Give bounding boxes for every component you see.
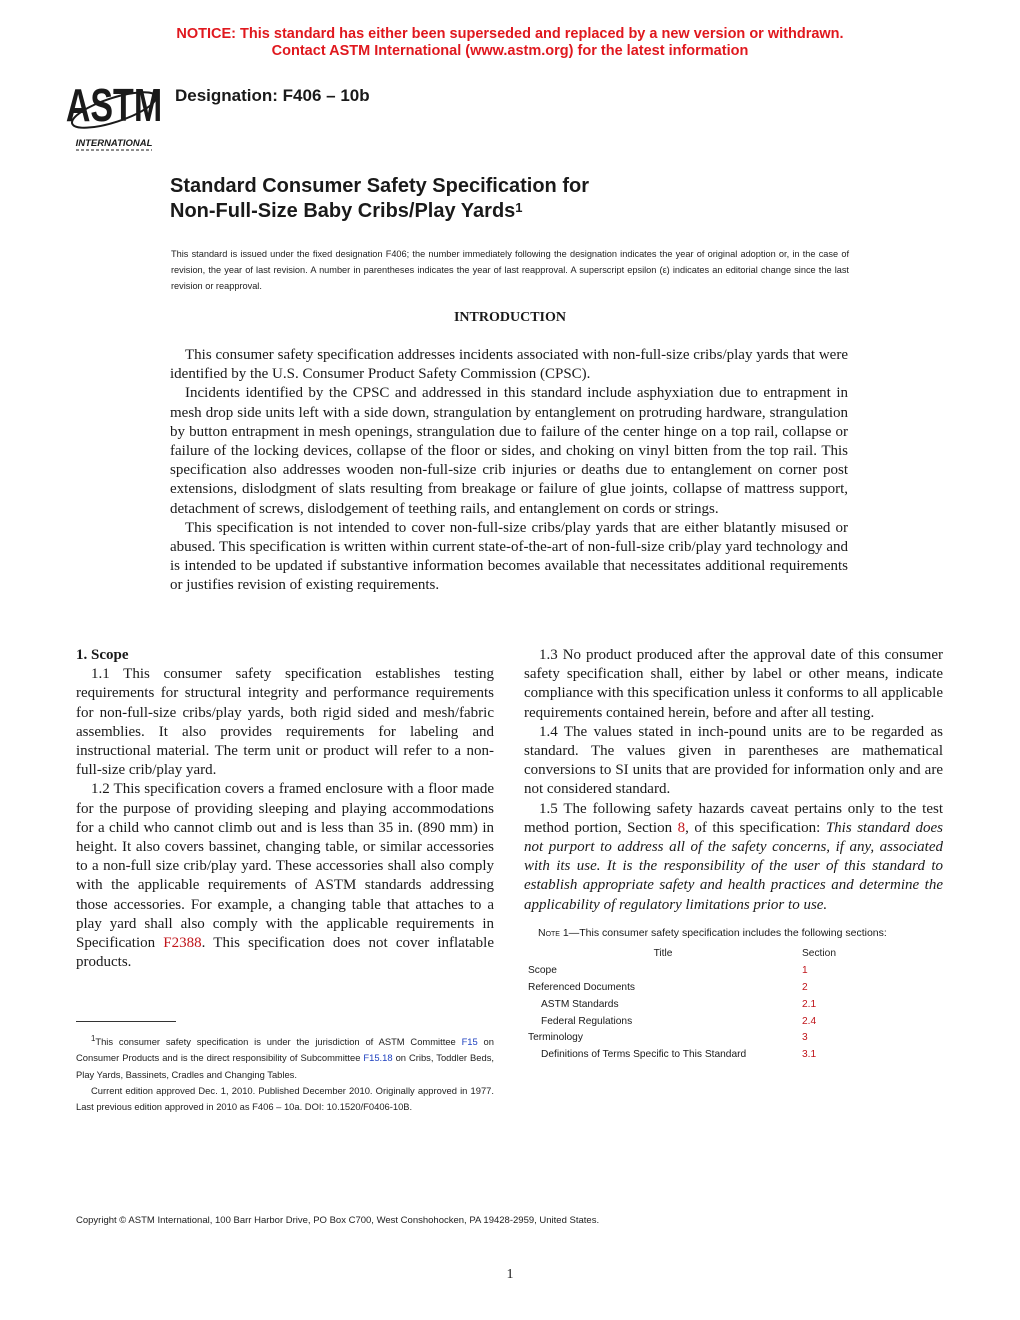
logo-letters: ASTM (65, 79, 163, 132)
row-title: Definitions of Terms Specific to This Standard (541, 1049, 747, 1061)
table-row (524, 1030, 943, 1047)
f15-18-link[interactable]: F15.18 (363, 1052, 393, 1064)
right-column (524, 646, 943, 1064)
header-title: Title (653, 948, 673, 960)
superseded-notice (0, 26, 1020, 60)
notice-line-1: NOTICE: This standard has either been superseded and replaced by a new version or withdrawn. (176, 26, 844, 42)
page-number: 1 (506, 1267, 514, 1282)
title-footnote-mark: 1 (515, 200, 523, 215)
introduction-body (170, 346, 848, 596)
row-title: Federal Regulations (541, 1015, 633, 1027)
sections-table (524, 946, 943, 1064)
section-1-2: 1.2 This specification covers a framed enclosure with a floor made for the purpose of providing sleeping and playing accommodations for a child who cannot climb out and is less than 35 in. (890 mm) in height. It also covers bassinet, changing table, or similar accessories to a non-full size crib/play yard. These accessories shall also comply with the applicable requirements of ASTM standards addressing those accessories. For example, a changing table that attaches to a play yard shall also comply with the applicable requirements in Specification F2388. This specification does not cover inflatable products. (76, 781, 494, 971)
intro-paragraph: This specification is not intended to cover non-full-size cribs/play yards that are either blatantly misused or abused. This specification is written within current state-of-the-art of non-full-size crib/play yard technology and is intended to be updated if substantive information becomes available that necessitates additional requirements or justifies revision of existing requirements. (170, 519, 848, 594)
footnote-edition: Current edition approved Dec. 1, 2010. Published December 2010. Originally approved in 1977. Last previous edition approved in 2010 as F406 – 10a. DOI: 10.1520/F0406-10B. (76, 1085, 494, 1113)
footnote (76, 1031, 494, 1116)
row-section-link[interactable]: 2.4 (802, 1015, 817, 1027)
table-row (524, 997, 943, 1014)
scope-heading: 1. Scope (76, 647, 129, 663)
table-row (524, 1047, 943, 1064)
section-8-link[interactable]: 8 (677, 819, 686, 836)
safety-caveat: This standard does not purport to address all of the safety concerns, if any, associated with its use. It is the responsibility of the user of this standard to establish appropriate safety and health practices and determine the applicability of regulatory limitations prior to use. (524, 819, 943, 913)
row-title: Terminology (528, 1032, 583, 1044)
document-title (170, 174, 589, 224)
section-1-3: 1.3 No product produced after the approval date of this consumer safety specification shall, either by label or other means, indicate compliance with this specification unless it conforms to all applicable requirements contained herein, before and after all testing. (524, 647, 943, 721)
row-section-link[interactable]: 2.1 (802, 998, 817, 1010)
note-label: Note 1 (538, 926, 569, 939)
section-1-5: 1.5 The following safety hazards caveat pertains only to the test method portion, Section 8, of this specification: This standard does not purport to address all of the safety concerns, if any, associated with its use. It is the responsibility of the user of this standard to establish appropriate safety and health practices and determine the applicability of regulatory limitations prior to use. (524, 800, 943, 913)
introduction-heading: INTRODUCTION (453, 310, 566, 325)
note-text: —This consumer safety specification includes the following sections: (568, 926, 887, 939)
intro-paragraph: Incidents identified by the CPSC and addressed in this standard include asphyxiation due to entrapment in mesh drop side units left with a side down, strangulation by entanglement on protruding hardware, strangulation by button entrapment in mesh openings, strangulation due to failure of the center hinge on a top rail, collapse or failure of the locking devices, collapse of the floor or sides, and choking on vinyl bitten from the top rail. This specification also addresses wooden non-full-size crib injuries or deaths due to entanglement on corner post extensions, dislodgment of slats resulting from breakage or failure of glue joints, collapse of mattress support, detachment of screws, dislodgement of teething rails, and entanglement on cords or strings. (170, 385, 848, 517)
row-section-link[interactable]: 3 (802, 1032, 808, 1044)
title-line-2: Non-Full-Size Baby Cribs/Play Yards$^1$ (170, 200, 523, 222)
intro-paragraph: This consumer safety specification addresses incidents associated with non-full-size cribs/play yards that were identified by the U.S. Consumer Product Safety Commission (CPSC). (170, 347, 848, 383)
note-1 (524, 925, 943, 942)
row-section-link[interactable]: 3.1 (802, 1049, 817, 1061)
row-title: ASTM Standards (541, 998, 619, 1010)
notice-line-2: Contact ASTM International (www.astm.org) for the latest information (271, 43, 749, 59)
section-1-4: 1.4 The values stated in inch-pound units are to be regarded as standard. The values given in parentheses are mathematical conversions to SI units that are provided for information only and are not considered standard. (524, 723, 943, 798)
table-header (524, 946, 943, 963)
section-1-1: 1.1 This consumer safety specification establishes testing requirements for structural integrity and performance requirements for non-full-size cribs/play yards, both rigid sided and mesh/fabric assemblies. It also provides requirements for labeling and instructional material. The term unit or product will refer to a non-full-size crib/play yard. (76, 666, 494, 779)
row-section-link[interactable]: 1 (802, 965, 808, 977)
footnote-jurisdiction: $^1$This consumer safety specification is under the jurisdiction of ASTM Committee F15 on Consumer Products and is the direct responsibility of Subcommittee F15.18 on Cribs, Toddler Beds, Play Yards, Bassinets, Cradles and Changing Tables. (76, 1034, 494, 1080)
footnote-mark: 1 (91, 1034, 96, 1043)
issuance-note: This standard is issued under the fixed designation F406; the number immediately following the designation indicates the year of original adoption or, in the case of revision, the year of last revision. A number in parentheses indicates the year of last reapproval. A superscript epsilon (ε) indicates an editorial change since the last revision or reapproval. (171, 249, 849, 291)
designation: Designation: F406 – 10b (175, 86, 370, 105)
copyright: Copyright © ASTM International, 100 Barr Harbor Drive, PO Box C700, West Conshohocken, PA 19428-2959, United States. (76, 1215, 600, 1226)
footnote-divider (76, 1021, 176, 1022)
table-row (524, 980, 943, 997)
f2388-link[interactable]: F2388 (163, 935, 202, 952)
row-title: Referenced Documents (528, 981, 636, 993)
left-column (76, 646, 494, 972)
astm-logo-icon (64, 74, 164, 154)
f15-link[interactable]: F15 (461, 1036, 478, 1048)
title-line-1: Standard Consumer Safety Specification for (170, 175, 589, 197)
table-row (524, 963, 943, 980)
row-section-link[interactable]: 2 (802, 981, 808, 993)
table-row (524, 1014, 943, 1031)
header-section: Section (802, 948, 836, 960)
logo-subtitle: INTERNATIONAL (75, 138, 153, 149)
row-title: Scope (528, 965, 557, 977)
